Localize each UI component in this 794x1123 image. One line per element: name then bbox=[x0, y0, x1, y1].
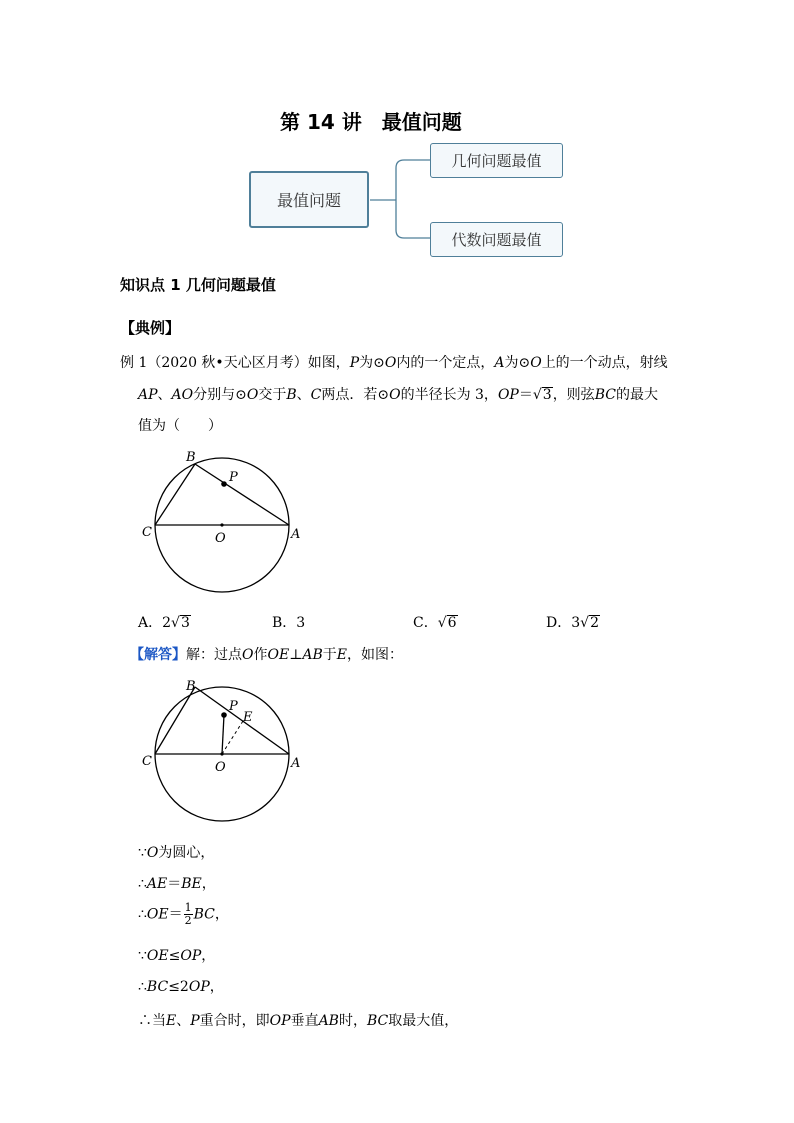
figure-2 bbox=[140, 677, 310, 827]
chord-bc-2 bbox=[155, 687, 195, 754]
step-5: ∴BC≤2OP， bbox=[138, 979, 224, 995]
option-a[interactable]: A．2√3 bbox=[138, 615, 190, 631]
answer-intro: 【解答】解：过点O作OE⊥AB于E，如图： bbox=[130, 647, 403, 663]
label-a-2: A bbox=[291, 756, 301, 771]
step-4: ∵OE≤OP， bbox=[138, 948, 216, 964]
point-o-2 bbox=[220, 752, 223, 755]
mindmap-branch-geometry: 几何问题最值 bbox=[430, 143, 563, 178]
figure-1 bbox=[140, 448, 310, 598]
mindmap-branch-algebra: 代数问题最值 bbox=[430, 222, 563, 257]
example-line-3: 值为（ ） bbox=[138, 418, 222, 434]
label-e-2: E bbox=[243, 710, 253, 725]
label-o-2: O bbox=[215, 760, 226, 775]
segment-op bbox=[222, 715, 224, 754]
label-b-2: B bbox=[186, 679, 196, 694]
step-2: ∴AE＝BE， bbox=[138, 876, 216, 892]
mindmap-root: 最值问题 bbox=[249, 171, 369, 228]
step-6: ∴当E、P重合时，即OP垂直AB时，BC取最大值， bbox=[138, 1013, 459, 1029]
option-b[interactable]: B．3 bbox=[272, 615, 306, 631]
example-header: 【典例】 bbox=[120, 319, 181, 337]
label-o: O bbox=[215, 531, 226, 546]
chord-ab-2 bbox=[195, 687, 289, 754]
step-3: ∴OE＝ $\frac{1}{2}$ BC， bbox=[138, 901, 229, 927]
point-p-2 bbox=[221, 712, 227, 718]
label-c: C bbox=[142, 525, 152, 540]
page-title: 第 14 讲 最值问题 bbox=[280, 110, 462, 134]
section-heading: 知识点 1 几何问题最值 bbox=[120, 276, 276, 294]
step-1: ∵O为圆心， bbox=[138, 845, 215, 861]
segment-oe-dashed bbox=[222, 721, 243, 754]
mindmap-connector bbox=[368, 150, 438, 250]
point-o bbox=[220, 523, 223, 526]
label-c-2: C bbox=[142, 754, 152, 769]
example-line-2: AP、AO分别与⊙O交于B、C两点．若⊙O的半径长为 3，OP＝√3，则弦BC的最大 bbox=[138, 387, 658, 403]
label-p: P bbox=[229, 470, 238, 485]
answer-tag: 【解答】 bbox=[130, 647, 186, 663]
label-a: A bbox=[291, 527, 301, 542]
chord-bc bbox=[155, 464, 195, 525]
chord-ab bbox=[195, 464, 289, 525]
label-b: B bbox=[186, 450, 196, 465]
point-p bbox=[221, 481, 227, 487]
example-line-1: 例 1（2020 秋•天心区月考）如图，P为⊙O内的一个定点，A为⊙O上的一个动点，射线 bbox=[120, 355, 668, 371]
label-p-2: P bbox=[229, 699, 238, 714]
option-c[interactable]: C．√6 bbox=[413, 615, 457, 631]
option-d[interactable]: D．3√2 bbox=[546, 615, 599, 631]
